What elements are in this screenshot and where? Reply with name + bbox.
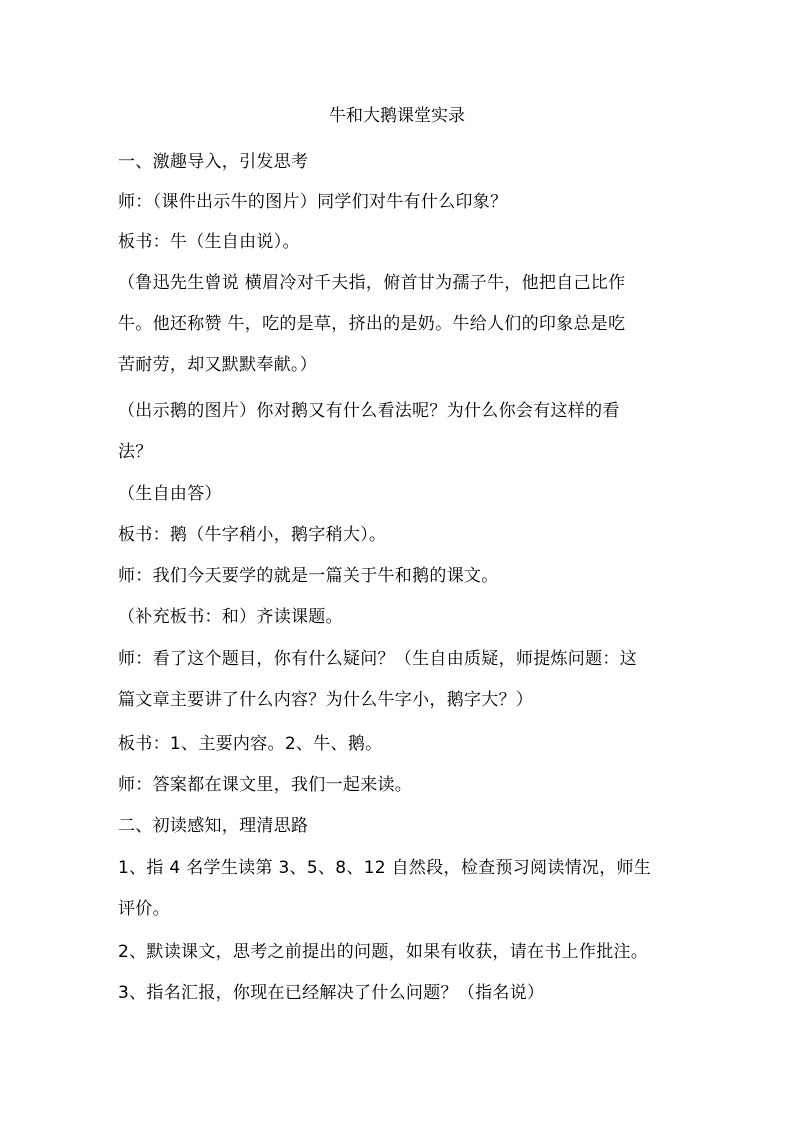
paragraph-line: 篇文章主要讲了什么内容？为什么牛字小，鹅字大？） [118,690,534,710]
paragraph-line: 牛。他还称赞 牛，吃的是草，挤出的是奶。牛给人们的印象总是吃 [118,314,626,334]
paragraph-line: 师：答案都在课文里，我们一起来读。 [118,775,413,795]
paragraph-line: 法？ [118,442,153,462]
paragraph-line: 师：看了这个题目，你有什么疑问？（生自由质疑，师提炼问题：这 [118,649,637,669]
section-heading-1: 一、激趣导入，引发思考 [118,152,309,172]
paragraph-line: 板书：鹅（牛字稍小，鹅字稍大）。 [118,525,387,545]
paragraph-line: 师：我们今天要学的就是一篇关于牛和鹅的课文。 [118,566,499,586]
paragraph-line: 板书：1、主要内容。2、牛、鹅。 [118,734,383,754]
section-heading-2: 二、初读感知，理清思路 [118,816,309,836]
paragraph-line: 苦耐劳，却又默默奉献。） [118,355,318,375]
paragraph-line: （补充板书：和）齐读课题。 [118,607,343,627]
paragraph-line: 评价。 [118,899,170,919]
paragraph-line: 板书：牛（生自由说）。 [118,232,300,252]
paragraph-line: 3、指名汇报，你现在已经解决了什么问题？（指名说） [118,983,545,1003]
document-title: 牛和大鹅课堂实录 [329,106,465,126]
paragraph-line: （生自由答） [118,484,222,504]
paragraph-line: 2、默读课文，思考之前提出的问题，如果有收获，请在书上作批注。 [118,942,649,962]
paragraph-line: （出示鹅的图片）你对鹅又有什么看法呢？为什么你会有这样的看 [118,401,620,421]
paragraph-line: （鲁迅先生曾说 横眉冷对千夫指，俯首甘为孺子牛，他把自己比作 [118,273,626,293]
paragraph-line: 师：（课件出示牛的图片）同学们对牛有什么印象？ [118,192,508,212]
paragraph-line: 1、指 4 名学生读第 3、5、8、12 自然段，检查预习阅读情况，师生 [118,858,652,878]
